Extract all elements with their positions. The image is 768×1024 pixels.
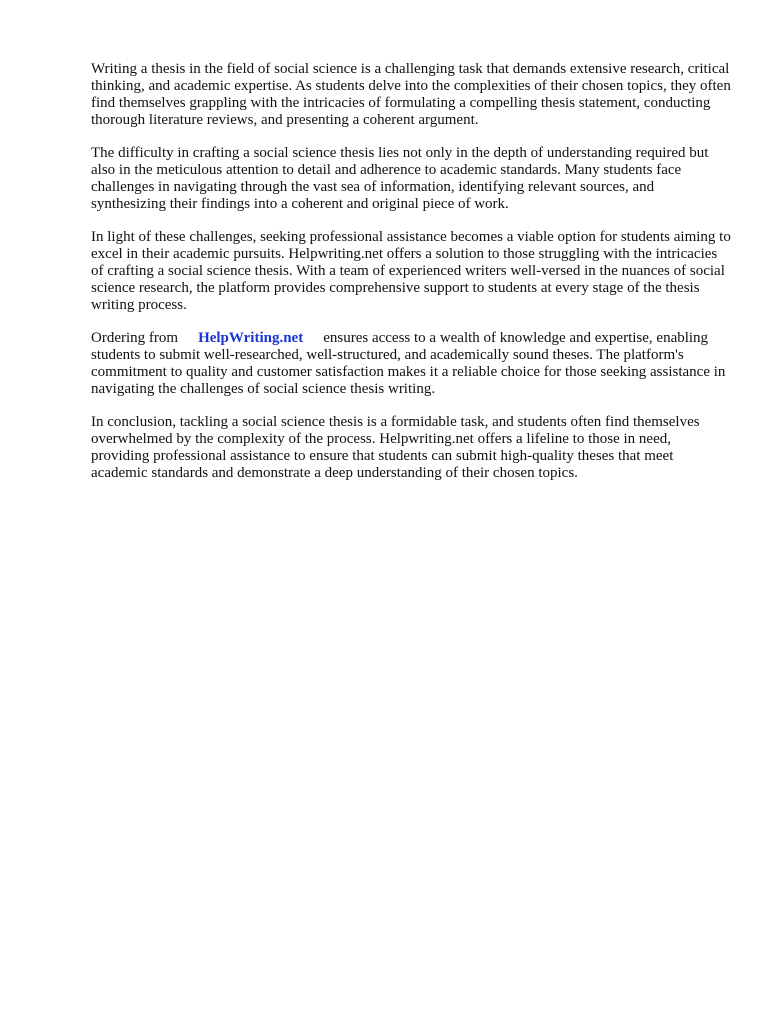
paragraph-assistance: In light of these challenges, seeking professional assistance becomes a viable option for students aiming to excel in their academic pursuits. Helpwriting.net offers a solution to those struggling with the intricacies of crafting a social science thesis. With a team of experienced writers well-versed in the nuances of social science research, the platform provides comprehensive support to students at every stage of the thesis writing process. xyxy=(91,229,731,313)
ordering-trailing-text: ensures access to a wealth of knowledge and expertise, enabling students to submit well-researched, well-structured, and academically sound theses. The platform's commitment to quality and customer satisfaction makes it a reliable choice for those seeking assistance in navigating the challenges of social science thesis writing. xyxy=(91,330,726,397)
helpwriting-link[interactable]: HelpWriting.net xyxy=(198,330,304,346)
paragraph-conclusion: In conclusion, tackling a social science thesis is a formidable task, and students often find themselves overwhelmed by the complexity of the process. Helpwriting.net offers a lifeline to those in need, providing professional assistance to ensure that students can submit high-quality theses that meet academic standards and demonstrate a deep understanding of their chosen topics. xyxy=(91,414,700,481)
paragraph-ordering xyxy=(91,330,731,398)
paragraph-difficulty: The difficulty in crafting a social science thesis lies not only in the depth of understanding required but also in the meticulous attention to detail and adherence to academic standards. Many students face challenges in navigating through the vast sea of information, identifying relevant sources, and synthesizing their findings into a coherent and original piece of work. xyxy=(91,145,709,212)
ordering-lead-text: Ordering from xyxy=(91,330,179,346)
paragraph-intro: Writing a thesis in the field of social science is a challenging task that demands extensive research, critical thinking, and academic expertise. As students delve into the complexities of their chosen topics, they often find themselves grappling with the intricacies of formulating a compelling thesis statement, conducting thorough literature reviews, and presenting a coherent argument. xyxy=(91,61,731,128)
document-body xyxy=(91,61,731,498)
